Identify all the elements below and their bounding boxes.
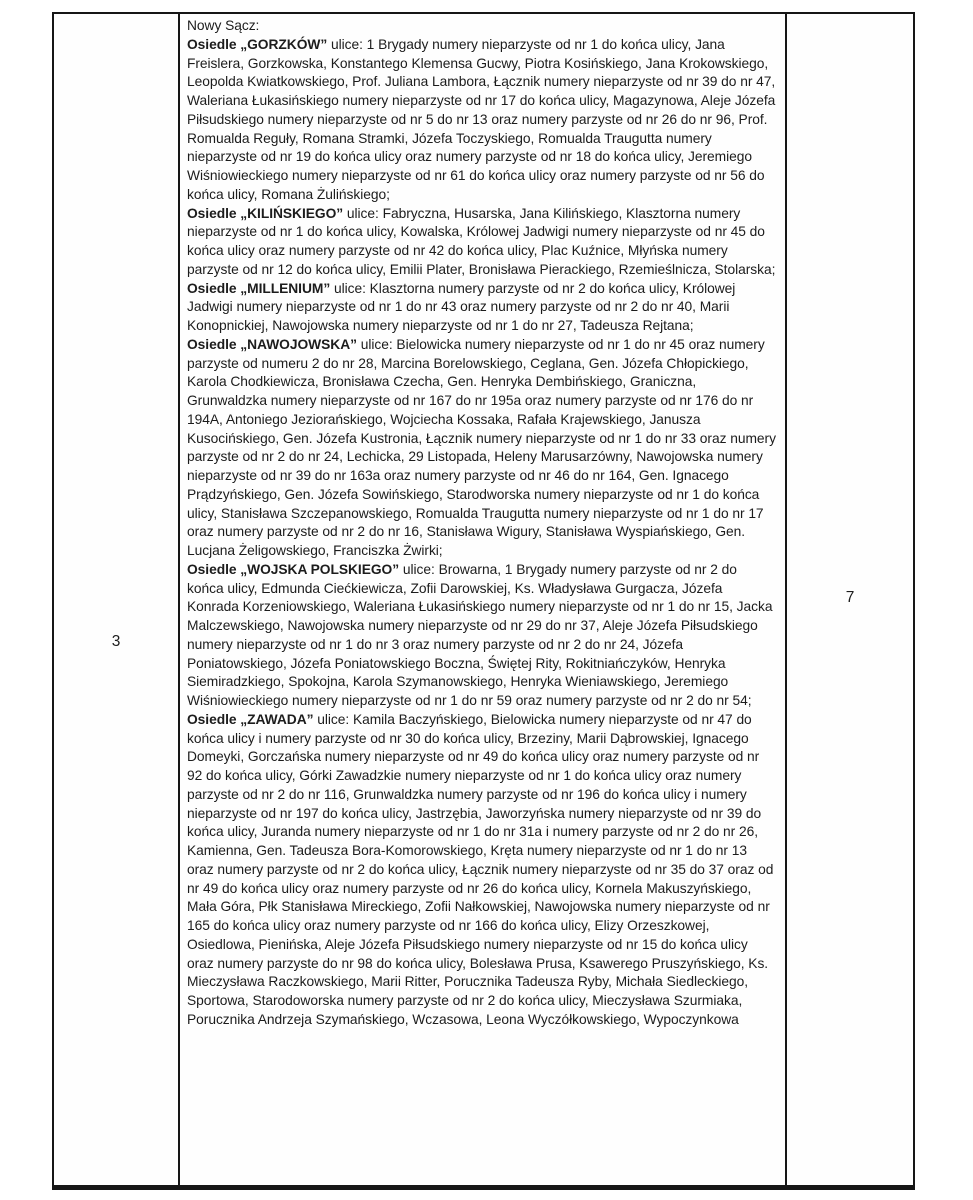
mandates-number: 7 <box>845 588 855 606</box>
district-streets-millenium: ulice: Klasztorna numery parzyste od nr 2 do końca ulicy, Królowej Jadwigi numery nieparzyste od nr 1 do nr 43 oraz numery parzyste od nr 2 do nr 40, Marii Konopnickiej, Nawojowska numery nieparzyste od nr 1 do nr 27, Tadeusza Rejtana; <box>187 280 736 333</box>
district-paragraph-wojska-polskiego <box>187 561 777 711</box>
district-streets-kilinskiego: ulice: Fabryczna, Husarska, Jana Kilińskiego, Klasztorna numery nieparzyste od nr 1 do końca ulicy, Kowalska, Królowej Jadwigi numery nieparzyste od nr 45 do końca ulicy oraz numery parzyste od nr 42 do końca ulicy, Plac Kuźnice, Młyńska numery parzyste od nr 12 do końca ulicy, Emilii Plater, Bronisława Pierackiego, Rzemieślnicza, Stolarska; <box>187 205 776 277</box>
district-streets-zawada: ulice: Kamila Baczyńskiego, Bielowicka numery nieparzyste od nr 47 do końca ulicy i numery parzyste od nr 30 do końca ulicy, Brzeziny, Marii Dąbrowskiej, Ignacego Domeyki, Gorczańska numery nieparzyste od nr 49 do końca ulicy oraz numery parzyste od nr 92 do końca ulicy, Górki Zawadzkie numery nieparzyste od nr 1 do końca ulicy oraz numery parzyste od nr 2 do nr 116, Grunwaldzka numery parzyste od nr 196 do końca ulicy i numery nieparzyste od nr 197 do końca ulicy, Jastrzębia, Jaworzyńska numery nieparzyste od nr 39 do końca ulicy, Juranda numery nieparzyste od nr 1 do nr 31a i numery parzyste od nr 2 do nr 26, Kamienna, Gen. Tadeusza Bora-Komorowskiego, Kręta numery nieparzyste od nr 1 do nr 13 oraz numery parzyste od nr 2 do końca ulicy, Łącznik numery nieparzyste od nr 35 do 37 oraz od nr 49 do końca ulicy oraz numery parzyste od nr 26 do końca ulicy, Kornela Makuszyńskiego, Mała Góra, Płk Stanisława Mireckiego, Zofii Nałkowskiej, Nawojowska numery nieparzyste od nr 165 do końca ulicy oraz numery parzyste od nr 166 do końca ulicy, Elizy Orzeszkowej, Osiedlowa, Pienińska, Aleje Józefa Piłsudskiego numery nieparzyste od nr 15 do końca ulicy oraz numery parzyste do nr 98 do końca ulicy, Bolesława Prusa, Ksawerego Pruszyńskiego, Ks. Mieczysława Raczkowskiego, Marii Ritter, Porucznika Tadeusza Ryby, Michała Siedleckiego, Sportowa, Starodoworska numery parzyste od nr 2 do końca ulicy, Mieczysława Szurmiaka, Porucznika Andrzeja Szymańskiego, Wczasowa, Leona Wyczółkowskiego, Wypoczynkowa <box>187 711 774 1027</box>
cell-row-number <box>54 14 180 1185</box>
district-streets-wojska-polskiego: ulice: Browarna, 1 Brygady numery parzyste od nr 2 do końca ulicy, Edmunda Ciećkiewicza, Zofii Darowskiej, Ks. Władysława Gurgacza, Józefa Konrada Korzeniowskiego, Waleriana Łukasińskiego numery nieparzyste od nr 1 do nr 15, Jacka Malczewskiego, Nawojowska numery nieparzyste od nr 29 do nr 37, Aleje Józefa Piłsudskiego numery nieparzyste od nr 1 do nr 3 oraz numery parzyste od nr 2 do nr 24, Józefa Poniatowskiego, Józefa Poniatowskiego Boczna, Świętej Rity, Rokitniańczyków, Henryka Siemiradzkiego, Spokojna, Karola Szymanowskiego, Henryka Wieniawskiego, Jeremiego Wiśniowieckiego numery nieparzyste od nr 1 do nr 59 oraz numery parzyste od nr 2 do nr 54; <box>187 561 773 708</box>
district-title-wojska-polskiego: Osiedle „WOJSKA POLSKIEGO” <box>187 561 400 577</box>
district-paragraph-gorzkow <box>187 36 777 205</box>
district-title-zawada: Osiedle „ZAWADA” <box>187 711 314 727</box>
district-title-millenium: Osiedle „MILLENIUM” <box>187 280 331 296</box>
district-streets-gorzkow: ulice: 1 Brygady numery nieparzyste od nr 1 do końca ulicy, Jana Freislera, Gorzkowska, Konstantego Klemensa Gucwy, Piotra Kosińskiego, Jana Krokowskiego, Leopolda Kwiatkowskiego, Prof. Juliana Lambora, Łącznik numery nieparzyste od nr 39 do nr 47, Waleriana Łukasińskiego numery nieparzyste od nr 17 do końca ulicy, Magazynowa, Aleje Józefa Piłsudskiego numery nieparzyste od nr 5 do nr 13 oraz numery parzyste od nr 26 do nr 96, Prof. Romualda Reguły, Romana Stramki, Józefa Toczyskiego, Romualda Traugutta numery nieparzyste od nr 19 do końca ulicy oraz numery parzyste od nr 18 do końca ulicy, Jeremiego Wiśniowieckiego numery nieparzyste od nr 61 do końca ulicy oraz numery parzyste od nr 56 do końca ulicy, Romana Żulińskiego; <box>187 36 776 202</box>
district-paragraph-millenium <box>187 280 777 336</box>
city-label: Nowy Sącz: <box>187 18 260 33</box>
district-streets-nawojowska: ulice: Bielowicka numery nieparzyste od nr 1 do nr 45 oraz numery parzyste od numeru 2 do nr 28, Marcina Borelowskiego, Ceglana, Gen. Józefa Chłopickiego, Karola Chodkiewicza, Bronisława Czecha, Gen. Henryka Dembińskiego, Graniczna, Grunwaldzka numery nieparzyste od nr 167 do nr 195a oraz numery parzyste od nr 176 do nr 194A, Antoniego Jeziorańskiego, Wojciecha Kossaka, Rafała Krajewskiego, Janusza Kusocińskiego, Gen. Józefa Kustronia, Łącznik numery nieparzyste od nr 1 do nr 33 oraz numery parzyste od nr 2 do nr 24, Lechicka, 29 Listopada, Heleny Marusarzówny, Nawojowska numery nieparzyste od nr 39 do nr 163a oraz numery parzyste od nr 46 do nr 164, Gen. Ignacego Prądzyńskiego, Gen. Józefa Sowińskiego, Starodworska numery nieparzyste od nr 1 do końca ulicy, Stanisława Szczepanowskiego, Romualda Traugutta numery nieparzyste od nr 1 do nr 17 oraz numery parzyste od nr 2 do nr 16, Stanisława Wigury, Stanisława Wyspiańskiego, Gen. Lucjana Żeligowskiego, Franciszka Żwirki; <box>187 336 776 558</box>
district-paragraph-kilinskiego <box>187 205 777 280</box>
cell-districts-text <box>180 14 787 1185</box>
district-title-kilinskiego: Osiedle „KILIŃSKIEGO” <box>187 205 344 221</box>
district-title-nawojowska: Osiedle „NAWOJOWSKA” <box>187 336 357 352</box>
district-paragraph-nawojowska <box>187 336 777 561</box>
table-row <box>52 12 915 1190</box>
district-title-gorzkow: Osiedle „GORZKÓW” <box>187 36 328 52</box>
cell-mandates-number <box>787 14 913 1185</box>
district-paragraph-zawada <box>187 711 777 1030</box>
row-number: 3 <box>111 632 121 650</box>
